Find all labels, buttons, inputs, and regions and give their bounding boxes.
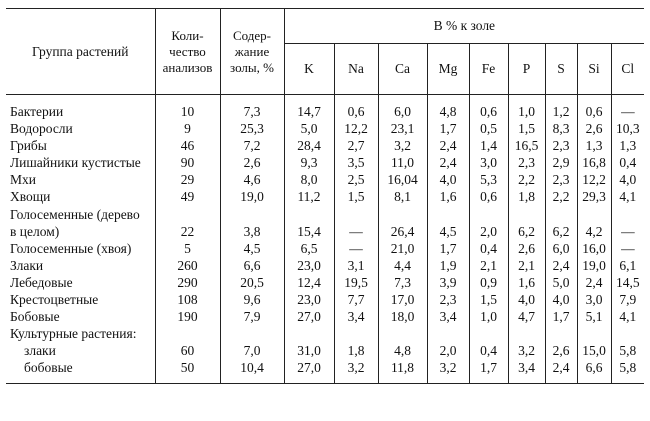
table-row xyxy=(6,206,644,223)
row-value-mg: 1,6 xyxy=(427,188,469,205)
row-ash-content: 9,6 xyxy=(220,291,284,308)
row-value-fe: 0,4 xyxy=(469,240,508,257)
row-value-ca: 7,3 xyxy=(378,274,427,291)
header-element-ca: Ca xyxy=(378,44,427,95)
row-analysis-count: 50 xyxy=(155,359,220,383)
row-value-ca: 3,2 xyxy=(378,137,427,154)
table-row xyxy=(6,223,644,240)
row-value-k: 31,0 xyxy=(284,342,334,359)
row-value-k xyxy=(284,206,334,223)
row-value-mg: 1,7 xyxy=(427,120,469,137)
row-analysis-count: 5 xyxy=(155,240,220,257)
row-value-p: 6,2 xyxy=(508,223,545,240)
row-value-na: 12,2 xyxy=(334,120,378,137)
row-value-cl: — xyxy=(611,240,644,257)
row-plant-group: Бобовые xyxy=(6,308,155,325)
row-value-na: 19,5 xyxy=(334,274,378,291)
row-value-na: 3,4 xyxy=(334,308,378,325)
row-plant-group: Голосеменные (хвоя) xyxy=(6,240,155,257)
row-value-si: 15,0 xyxy=(577,342,611,359)
row-value-k: 9,3 xyxy=(284,154,334,171)
row-value-p: 3,2 xyxy=(508,342,545,359)
row-value-s: 5,0 xyxy=(545,274,577,291)
row-plant-group: бобовые xyxy=(6,359,155,383)
row-value-k: 23,0 xyxy=(284,257,334,274)
row-value-ca: 6,0 xyxy=(378,95,427,121)
row-ash-content: 6,6 xyxy=(220,257,284,274)
row-value-na: 0,6 xyxy=(334,95,378,121)
row-value-mg: 4,0 xyxy=(427,171,469,188)
table-row xyxy=(6,137,644,154)
row-value-na: — xyxy=(334,240,378,257)
row-value-p: 2,6 xyxy=(508,240,545,257)
row-value-k: 27,0 xyxy=(284,308,334,325)
row-plant-group: Грибы xyxy=(6,137,155,154)
row-value-fe: 1,7 xyxy=(469,359,508,383)
row-value-mg: 1,7 xyxy=(427,240,469,257)
header-ash-text: Содер- жание золы, % xyxy=(230,27,274,75)
row-value-p xyxy=(508,206,545,223)
row-value-mg: 3,2 xyxy=(427,359,469,383)
row-value-na: 7,7 xyxy=(334,291,378,308)
row-analysis-count: 290 xyxy=(155,274,220,291)
row-analysis-count: 260 xyxy=(155,257,220,274)
row-value-s: 6,0 xyxy=(545,240,577,257)
row-value-fe: 1,5 xyxy=(469,291,508,308)
row-value-cl: 4,0 xyxy=(611,171,644,188)
row-value-fe: 1,4 xyxy=(469,137,508,154)
row-value-s: 2,2 xyxy=(545,188,577,205)
row-plant-group: Лебедовые xyxy=(6,274,155,291)
row-value-cl: 5,8 xyxy=(611,359,644,383)
row-value-s: 2,4 xyxy=(545,257,577,274)
row-value-mg: 2,3 xyxy=(427,291,469,308)
row-plant-group: Крестоцветные xyxy=(6,291,155,308)
table-row xyxy=(6,120,644,137)
row-value-na: 3,5 xyxy=(334,154,378,171)
header-element-s: S xyxy=(545,44,577,95)
row-value-k: 11,2 xyxy=(284,188,334,205)
header-element-cl: Cl xyxy=(611,44,644,95)
row-value-cl: 4,1 xyxy=(611,308,644,325)
row-value-na: 3,1 xyxy=(334,257,378,274)
row-value-na xyxy=(334,325,378,342)
row-value-ca: 8,1 xyxy=(378,188,427,205)
row-value-ca: 18,0 xyxy=(378,308,427,325)
row-value-mg xyxy=(427,325,469,342)
row-value-p: 1,5 xyxy=(508,120,545,137)
row-value-fe xyxy=(469,325,508,342)
row-value-s xyxy=(545,325,577,342)
row-value-na: 2,7 xyxy=(334,137,378,154)
table-row xyxy=(6,308,644,325)
row-ash-content: 19,0 xyxy=(220,188,284,205)
row-value-cl: 0,4 xyxy=(611,154,644,171)
row-value-fe: 2,1 xyxy=(469,257,508,274)
row-plant-group: Бактерии xyxy=(6,95,155,121)
header-percent-of-ash: В % к золе xyxy=(284,9,644,44)
table-row xyxy=(6,359,644,383)
row-value-si: 16,0 xyxy=(577,240,611,257)
row-plant-group: Культурные растения: xyxy=(6,325,155,342)
row-value-s: 2,4 xyxy=(545,359,577,383)
row-value-mg: 1,9 xyxy=(427,257,469,274)
header-element-na: Na xyxy=(334,44,378,95)
row-value-cl: 10,3 xyxy=(611,120,644,137)
row-value-k: 23,0 xyxy=(284,291,334,308)
row-ash-content: 2,6 xyxy=(220,154,284,171)
header-element-si: Si xyxy=(577,44,611,95)
header-element-fe: Fe xyxy=(469,44,508,95)
row-value-fe: 1,0 xyxy=(469,308,508,325)
row-value-ca: 23,1 xyxy=(378,120,427,137)
row-value-mg: 4,5 xyxy=(427,223,469,240)
row-value-p: 3,4 xyxy=(508,359,545,383)
row-analysis-count: 190 xyxy=(155,308,220,325)
row-plant-group: Лишайники кустистые xyxy=(6,154,155,171)
row-value-na: 3,2 xyxy=(334,359,378,383)
table-row xyxy=(6,342,644,359)
row-value-si xyxy=(577,206,611,223)
row-value-si: 12,2 xyxy=(577,171,611,188)
row-analysis-count xyxy=(155,325,220,342)
row-value-mg xyxy=(427,206,469,223)
row-value-cl xyxy=(611,206,644,223)
row-value-na: 1,8 xyxy=(334,342,378,359)
row-value-s: 1,7 xyxy=(545,308,577,325)
row-value-si: 4,2 xyxy=(577,223,611,240)
row-value-k: 28,4 xyxy=(284,137,334,154)
row-analysis-count: 22 xyxy=(155,223,220,240)
row-value-mg: 2,4 xyxy=(427,154,469,171)
row-ash-content: 7,9 xyxy=(220,308,284,325)
header-element-p: P xyxy=(508,44,545,95)
row-value-si: 2,4 xyxy=(577,274,611,291)
table-row xyxy=(6,325,644,342)
row-value-s: 4,0 xyxy=(545,291,577,308)
row-value-si: 2,6 xyxy=(577,120,611,137)
row-value-mg: 2,0 xyxy=(427,342,469,359)
header-element-mg: Mg xyxy=(427,44,469,95)
row-analysis-count xyxy=(155,206,220,223)
row-value-cl: — xyxy=(611,223,644,240)
row-value-ca: 4,4 xyxy=(378,257,427,274)
row-value-na xyxy=(334,206,378,223)
row-ash-content: 3,8 xyxy=(220,223,284,240)
row-value-ca xyxy=(378,206,427,223)
header-element-k: K xyxy=(284,44,334,95)
row-ash-content: 7,2 xyxy=(220,137,284,154)
row-value-cl: 6,1 xyxy=(611,257,644,274)
row-plant-group: в целом) xyxy=(6,223,155,240)
row-analysis-count: 9 xyxy=(155,120,220,137)
row-value-na: 2,5 xyxy=(334,171,378,188)
row-value-p: 2,2 xyxy=(508,171,545,188)
row-value-p: 1,8 xyxy=(508,188,545,205)
row-plant-group: Мхи xyxy=(6,171,155,188)
row-value-fe: 0,5 xyxy=(469,120,508,137)
row-value-si: 19,0 xyxy=(577,257,611,274)
row-value-k: 27,0 xyxy=(284,359,334,383)
row-value-mg: 3,9 xyxy=(427,274,469,291)
row-analysis-count: 108 xyxy=(155,291,220,308)
row-value-si xyxy=(577,325,611,342)
row-value-cl: 14,5 xyxy=(611,274,644,291)
row-value-cl xyxy=(611,325,644,342)
row-ash-content: 25,3 xyxy=(220,120,284,137)
header-ash xyxy=(220,9,284,95)
row-value-ca xyxy=(378,325,427,342)
row-plant-group: Хвощи xyxy=(6,188,155,205)
row-ash-content xyxy=(220,325,284,342)
ash-composition-table xyxy=(6,8,644,384)
row-value-ca: 16,04 xyxy=(378,171,427,188)
row-value-si: 0,6 xyxy=(577,95,611,121)
row-ash-content: 7,0 xyxy=(220,342,284,359)
row-analysis-count: 10 xyxy=(155,95,220,121)
row-value-fe: 0,6 xyxy=(469,188,508,205)
row-value-k: 8,0 xyxy=(284,171,334,188)
table-row xyxy=(6,257,644,274)
row-value-s xyxy=(545,206,577,223)
row-value-si: 6,6 xyxy=(577,359,611,383)
row-value-fe: 0,4 xyxy=(469,342,508,359)
row-analysis-count: 60 xyxy=(155,342,220,359)
row-analysis-count: 90 xyxy=(155,154,220,171)
row-ash-content: 20,5 xyxy=(220,274,284,291)
row-value-s: 2,6 xyxy=(545,342,577,359)
row-value-s: 8,3 xyxy=(545,120,577,137)
row-value-fe: 0,9 xyxy=(469,274,508,291)
row-value-si: 29,3 xyxy=(577,188,611,205)
row-plant-group: злаки xyxy=(6,342,155,359)
row-analysis-count: 29 xyxy=(155,171,220,188)
row-value-cl: 1,3 xyxy=(611,137,644,154)
row-value-k xyxy=(284,325,334,342)
row-value-cl: — xyxy=(611,95,644,121)
row-plant-group: Голосеменные (дерево xyxy=(6,206,155,223)
row-ash-content xyxy=(220,206,284,223)
row-value-mg: 2,4 xyxy=(427,137,469,154)
row-value-ca: 26,4 xyxy=(378,223,427,240)
row-value-ca: 17,0 xyxy=(378,291,427,308)
row-value-k: 6,5 xyxy=(284,240,334,257)
table-row xyxy=(6,154,644,171)
row-value-si: 1,3 xyxy=(577,137,611,154)
row-analysis-count: 46 xyxy=(155,137,220,154)
table-row xyxy=(6,95,644,121)
row-value-s: 2,9 xyxy=(545,154,577,171)
row-value-fe xyxy=(469,206,508,223)
row-value-k: 5,0 xyxy=(284,120,334,137)
row-value-p: 16,5 xyxy=(508,137,545,154)
row-value-k: 14,7 xyxy=(284,95,334,121)
row-value-s: 2,3 xyxy=(545,171,577,188)
row-value-s: 6,2 xyxy=(545,223,577,240)
row-ash-content: 4,5 xyxy=(220,240,284,257)
row-value-fe: 5,3 xyxy=(469,171,508,188)
row-value-ca: 21,0 xyxy=(378,240,427,257)
row-value-k: 12,4 xyxy=(284,274,334,291)
row-ash-content: 10,4 xyxy=(220,359,284,383)
row-value-fe: 3,0 xyxy=(469,154,508,171)
row-value-p: 1,0 xyxy=(508,95,545,121)
row-plant-group: Водоросли xyxy=(6,120,155,137)
row-value-na: — xyxy=(334,223,378,240)
row-value-cl: 5,8 xyxy=(611,342,644,359)
table-row xyxy=(6,240,644,257)
row-value-s: 2,3 xyxy=(545,137,577,154)
row-value-si: 5,1 xyxy=(577,308,611,325)
table-row xyxy=(6,291,644,308)
row-value-mg: 3,4 xyxy=(427,308,469,325)
row-value-ca: 11,8 xyxy=(378,359,427,383)
row-value-ca: 11,0 xyxy=(378,154,427,171)
row-value-mg: 4,8 xyxy=(427,95,469,121)
row-ash-content: 7,3 xyxy=(220,95,284,121)
table-row xyxy=(6,171,644,188)
row-value-fe: 0,6 xyxy=(469,95,508,121)
row-value-p: 2,1 xyxy=(508,257,545,274)
row-plant-group: Злаки xyxy=(6,257,155,274)
row-value-si: 3,0 xyxy=(577,291,611,308)
header-count xyxy=(155,9,220,95)
row-value-fe: 2,0 xyxy=(469,223,508,240)
header-group: Группа растений xyxy=(6,9,155,95)
row-value-p: 4,7 xyxy=(508,308,545,325)
row-analysis-count: 49 xyxy=(155,188,220,205)
row-value-p: 1,6 xyxy=(508,274,545,291)
row-value-si: 16,8 xyxy=(577,154,611,171)
row-value-p: 2,3 xyxy=(508,154,545,171)
row-value-k: 15,4 xyxy=(284,223,334,240)
row-value-p: 4,0 xyxy=(508,291,545,308)
row-value-ca: 4,8 xyxy=(378,342,427,359)
table-row xyxy=(6,188,644,205)
row-value-na: 1,5 xyxy=(334,188,378,205)
table-row xyxy=(6,274,644,291)
row-value-cl: 4,1 xyxy=(611,188,644,205)
header-count-text: Коли- чество анализов xyxy=(162,27,213,75)
row-value-s: 1,2 xyxy=(545,95,577,121)
row-ash-content: 4,6 xyxy=(220,171,284,188)
row-value-cl: 7,9 xyxy=(611,291,644,308)
row-value-p xyxy=(508,325,545,342)
